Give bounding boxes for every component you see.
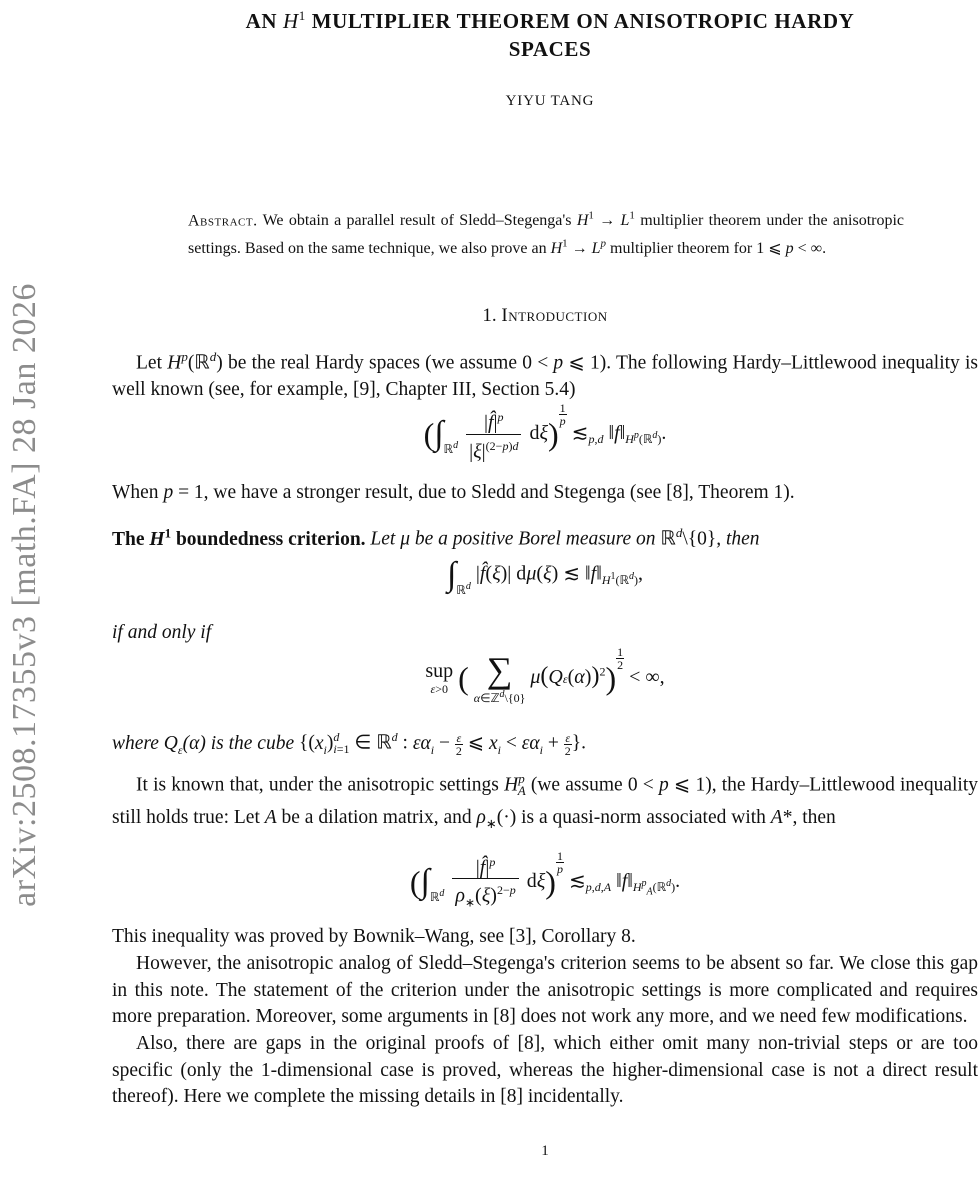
arxiv-identifier-stamp [0,205,50,985]
section-title: Introduction [501,305,608,326]
theorem-statement: The $H^1$ boundedness criterion. Let μ be a positive Borel measure on ℝ$^d$\{0}, then [112,525,760,550]
abstract-label: Abstract. [188,212,258,230]
author-name: YIYU TANG [505,93,595,109]
equation-anisotropic-hardy-littlewood: ($\int_{ℝ^d}$ $\frac{|f̂|^p}{\rho_∗(\xi)^{2-p}}$ dξ) $\frac{1}{p}$ $≲_{p,d,A}$ $‖f‖_{H^p_A(ℝ^d)}$. [409,849,681,911]
equation-hardy-littlewood: ($\int_{ℝ^d}$ $\frac{|f̂|^p}{|\xi|^{(2-p)d}}$ dξ) $\frac{1}{p}$ $≲_{p,d}$ $‖f‖_{H^p(ℝ^d)}$. [423,401,667,463]
paragraph-6: Also, there are gaps in the original proofs of [8], which either omit many non-trivial steps or are too specific (only the 1-dimensional case is proved, whereas the higher-dimensional case is not a direct result thereof). Here we complete the missing details in [8] incidentally. [112,1033,978,1107]
paragraph-1: Let $H^p(ℝ^d)$ be the real Hardy spaces (we assume 0 < p ⩽ 1). The following Hardy–Littlewood inequality is well known (see, for example, [9], Chapter III, Section 5.4) [112,349,979,400]
paper-title [140,2,960,63]
abstract [188,205,904,260]
cube-definition: where $Q_\varepsilon(\alpha)$ is the cube {$(x_i)^d_{i=1}$ ∈ ℝ$^d$ : $\varepsilon\alpha_i$ − $\frac{\varepsilon}{2}$ ⩽ $x_i < \varepsilon\alpha_i$ + $\frac{\varepsilon}{2}$ }. [112,730,586,758]
section-number: 1. [482,305,497,326]
equation-criterion: sup ε>0 ( ∑ α∈ℤ$^d$\{0} $\mu(Q\varepsilon(\alpha))^2$) $\frac{1}{2}$ < ∞, [425,645,665,705]
title-line-2: SPACES [508,37,592,61]
arxiv-id-text: arXiv:2508.17355v3 [math.FA] 28 Jan 2026 [6,283,43,907]
paragraph-5: However, the anisotropic analog of Sledd–Stegenga's criterion seems to be absent so far. We close this gap in this note. The statement of the criterion under the anisotropic settings is more complicated and requires more preparation. Moreover, some arguments in [8] does not work any more, and we need few modifications. [112,953,978,1027]
section-heading-introduction [110,305,980,327]
paragraph-2: When p = 1, we have a stronger result, due to Sledd and Stegenga (see [8], Theorem 1). [112,482,795,503]
iff-text: if and only if [112,622,212,643]
paragraph-4: This inequality was proved by Bownik–Wang, see [3], Corollary 8. [112,926,636,947]
page-number: 1 [541,1143,549,1159]
paragraph-3: It is known that, under the anisotropic settings $H^p_A$ (we assume 0 < p ⩽ 1), the Hardy–Littlewood inequality still holds true: Let A be a dilation matrix, and $\rho_∗(\cdot)$ is a quasi-norm associated with A*, then [112,771,978,831]
title-line-1: AN $H^1$ MULTIPLIER THEOREM ON ANISOTROPIC HARDY [245,8,855,33]
equation-multiplier-bound: $\int_{ℝ^d}$ |f̂(ξ)| dμ(ξ) ≲ $‖f‖_{H^1(ℝ^d)}$, [446,556,644,597]
abstract-text: We obtain a parallel result of Sledd–Stegenga's $H^1 \to L^1$ multiplier theorem under the anisotropic settings. Based on the same technique, we also prove an $H^1 \to L^p$ multiplier theorem for 1 ⩽ p < ∞. [188,210,905,257]
